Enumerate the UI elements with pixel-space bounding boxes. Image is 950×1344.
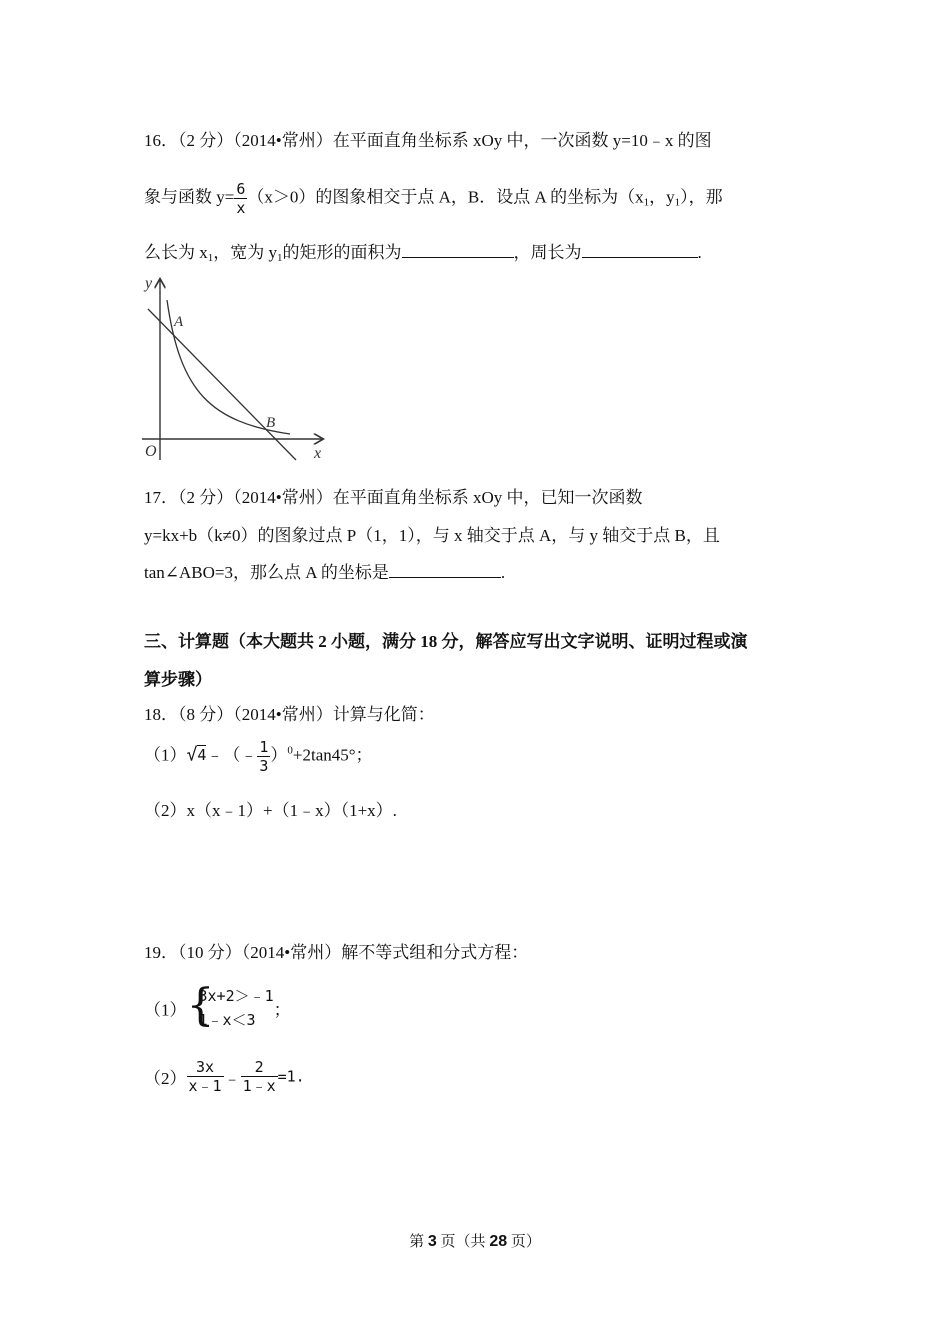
y-axis-label: y <box>145 275 153 292</box>
page-total: 28 <box>489 1233 508 1250</box>
origin-label: O <box>145 443 157 460</box>
x-axis-label: x <box>314 445 322 462</box>
left-brace-icon: { <box>186 980 215 1031</box>
q18-title: 18．（8 分）（2014•常州）计算与化简： <box>144 705 435 724</box>
point-b-label: B <box>266 415 276 431</box>
inverse-function-curve <box>167 300 290 434</box>
section3-heading: 三、计算题（本大题共 2 小题，满分 18 分，解答应写出文字说明、证明过程或演 <box>144 632 748 651</box>
answer-blank-perimeter <box>582 256 698 258</box>
section3-heading-cont: 算步骤） <box>144 670 212 689</box>
function-graph-figure <box>140 272 330 464</box>
q16-line3: 么长为 $x_1$，宽为 $y_1$的矩形的面积为 ，周长为 . <box>144 243 702 264</box>
q19-part2: （2） $\frac{3x}{x﹣1}$ ﹣ $\frac{2}{1﹣x}$ =1. <box>144 1058 305 1095</box>
q17-line2: y=kx+b（k≠0）的图象过点 P（1，1），与 x 轴交于点 A，与 y 轴交于点 B，且 <box>144 526 720 545</box>
q16-line2: 象与函数 y= $\frac{6}{x}$ （x＞0）的图象相交于点 A，B．设点 A 的坐标为（$x_1$，$y_1$），那 <box>144 180 723 217</box>
point-a-label: A <box>174 314 184 330</box>
q19-fraction-2: $\frac{2}{1﹣x}$ <box>242 1058 276 1095</box>
sqrt-icon: √ <box>186 744 198 766</box>
q16-line1: 16．（2 分）（2014•常州）在平面直角坐标系 xOy 中，一次函数 y=10﹣x 的图 <box>144 131 712 150</box>
inequality-system: { 3x+2＞﹣1 1﹣x＜3 <box>186 980 274 1031</box>
linear-function-line <box>148 309 296 460</box>
answer-blank-point-a <box>389 576 501 578</box>
q17-line1: 17．（2 分）（2014•常州）在平面直角坐标系 xOy 中，已知一次函数 <box>144 488 643 507</box>
q17-line3: tan∠ABO=3，那么点 A 的坐标是 . <box>144 563 506 582</box>
q19-title: 19．（10 分）（2014•常州）解不等式组和分式方程： <box>144 943 529 962</box>
q18-part1: （1）√4﹣（﹣ $\frac{1}{3}$ ）$^0$+2tan45°； <box>144 738 373 775</box>
q19-fraction-1: $\frac{3x}{x﹣1}$ <box>188 1058 222 1095</box>
page-footer: 第 3 页（共 28 页） <box>409 1233 541 1250</box>
q16-fraction: $\frac{6}{x}$ <box>236 180 246 217</box>
answer-blank-area <box>402 256 514 258</box>
q18-fraction: $\frac{1}{3}$ <box>259 738 269 775</box>
page-number: 3 <box>427 1233 437 1250</box>
q19-part1: （1） { 3x+2＞﹣1 1﹣x＜3 ； <box>144 980 291 1031</box>
q18-part2: （2）x（x﹣1）+（1﹣x）（1+x）. <box>144 801 397 820</box>
